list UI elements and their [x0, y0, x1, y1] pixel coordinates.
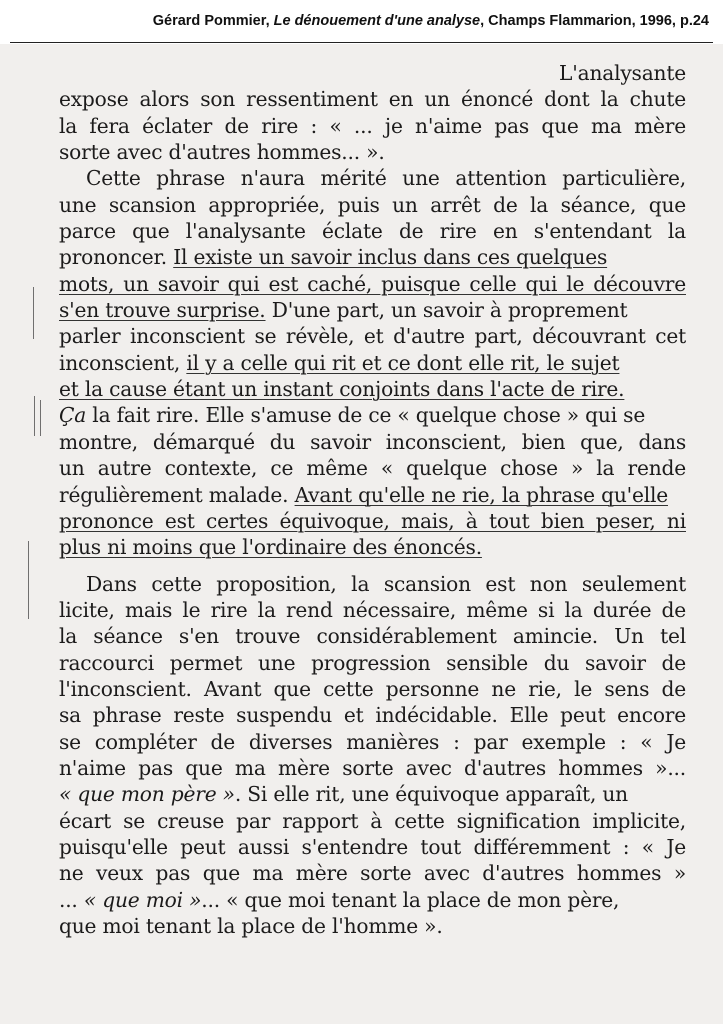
text-line: [59, 244, 686, 270]
text-line: Cette phrase n'aura mérité une attention particulière,: [86, 166, 686, 191]
text-line: écart se creuse par rapport à cette signification implicite,: [59, 808, 686, 833]
italic-emphasis: « que mon père »: [59, 782, 235, 807]
header-rule: [10, 42, 713, 43]
citation-author: Gérard Pommier,: [152, 13, 274, 29]
text-line: un autre contexte, ce même « quelque chose » la rende: [59, 456, 686, 481]
text-line: parler inconscient se révèle, et d'autre part, découvrant cet: [59, 324, 686, 349]
body-text: [59, 60, 686, 939]
text-run: ...: [59, 887, 84, 912]
text-run: la fait rire. Elle s'amuse de ce « quelque chose » qui se: [86, 403, 646, 428]
underlined-passage: mots, un savoir qui est caché, puisque celle qui le découvre: [59, 271, 686, 296]
underlined-passage: s'en trouve surprise.: [59, 298, 266, 323]
text-line: la fera éclater de rire : « ... je n'aime pas que ma mère: [59, 113, 686, 138]
margin-pencil-mark: [40, 400, 41, 436]
margin-pencil-mark: [33, 287, 34, 339]
source-citation: [153, 13, 709, 29]
text-line: l'inconscient. Avant que cette personne ne rie, le sens de: [59, 676, 686, 701]
text-line: Dans cette proposition, la scansion est non seulement: [86, 571, 686, 596]
text-line: licite, mais le rire la rend nécessaire, même si la durée de: [59, 597, 686, 622]
citation-book-title: Le dénouement d'une analyse: [273, 13, 481, 29]
margin-pencil-mark: [28, 541, 29, 619]
text-line: que moi tenant la place de l'homme ».: [59, 914, 443, 938]
text-line: n'aime pas que ma mère sorte avec d'autres hommes »...: [59, 755, 686, 780]
text-line: ne veux pas que ma mère sorte avec d'autres hommes »: [59, 861, 686, 886]
text-line: montre, démarqué du savoir inconscient, bien que, dans: [59, 429, 686, 454]
text-line: sorte avec d'autres hommes... ».: [59, 140, 385, 165]
text-line: [59, 482, 686, 508]
citation-header: [0, 0, 723, 44]
text-line: [59, 781, 686, 807]
citation-publisher: , Champs Flammarion, 1996, p.24: [480, 13, 709, 29]
underlined-passage: plus ni moins que l'ordinaire des énoncés.: [59, 535, 482, 560]
scanned-page: [0, 44, 723, 1024]
text-line: [59, 402, 686, 428]
underlined-passage: il y a celle qui rit et ce dont elle rit, le sujet: [186, 350, 620, 375]
text-run: D'une part, un savoir à proprement: [265, 298, 628, 323]
text-line: se compléter de diverses manières : par exemple : « Je: [59, 729, 686, 754]
text-line: la séance s'en trouve considérablement amincie. Un tel: [59, 624, 686, 649]
text-line: sa phrase reste suspendu et indécidable. Elle peut encore: [59, 703, 686, 728]
text-run: régulièrement malade.: [59, 482, 295, 507]
text-run: ... « que moi tenant la place de mon père,: [201, 887, 620, 912]
italic-emphasis: « que moi »: [83, 887, 202, 912]
text-line: [59, 297, 686, 323]
underlined-passage: prononce est certes équivoque, mais, à tout bien peser, ni: [59, 508, 686, 533]
text-run: . Si elle rit, une équivoque apparaît, un: [234, 782, 628, 807]
margin-pencil-mark: [34, 396, 35, 436]
text-line: L'analysante: [559, 61, 686, 85]
underlined-passage: et la cause étant un instant conjoints dans l'acte de rire.: [59, 377, 625, 402]
underlined-passage: Il existe un savoir inclus dans ces quelques: [173, 245, 608, 270]
text-run: inconscient,: [59, 350, 187, 375]
text-line: puisqu'elle peut aussi s'entendre tout différemment : « Je: [59, 834, 686, 859]
italic-emphasis: Ça: [59, 403, 87, 428]
text-line: une scansion appropriée, puis un arrêt de la séance, que: [59, 192, 686, 217]
text-line: parce que l'analysante éclate de rire en s'entendant la: [59, 219, 686, 244]
text-line: [59, 887, 686, 913]
paragraph-gap: [59, 561, 686, 571]
text-line: raccourci permet une progression sensible du savoir de: [59, 650, 686, 675]
text-line: expose alors son ressentiment en un énoncé dont la chute: [59, 87, 686, 112]
text-run: prononcer.: [59, 245, 174, 270]
underlined-passage: Avant qu'elle ne rie, la phrase qu'elle: [294, 482, 668, 507]
text-line: [59, 350, 686, 376]
